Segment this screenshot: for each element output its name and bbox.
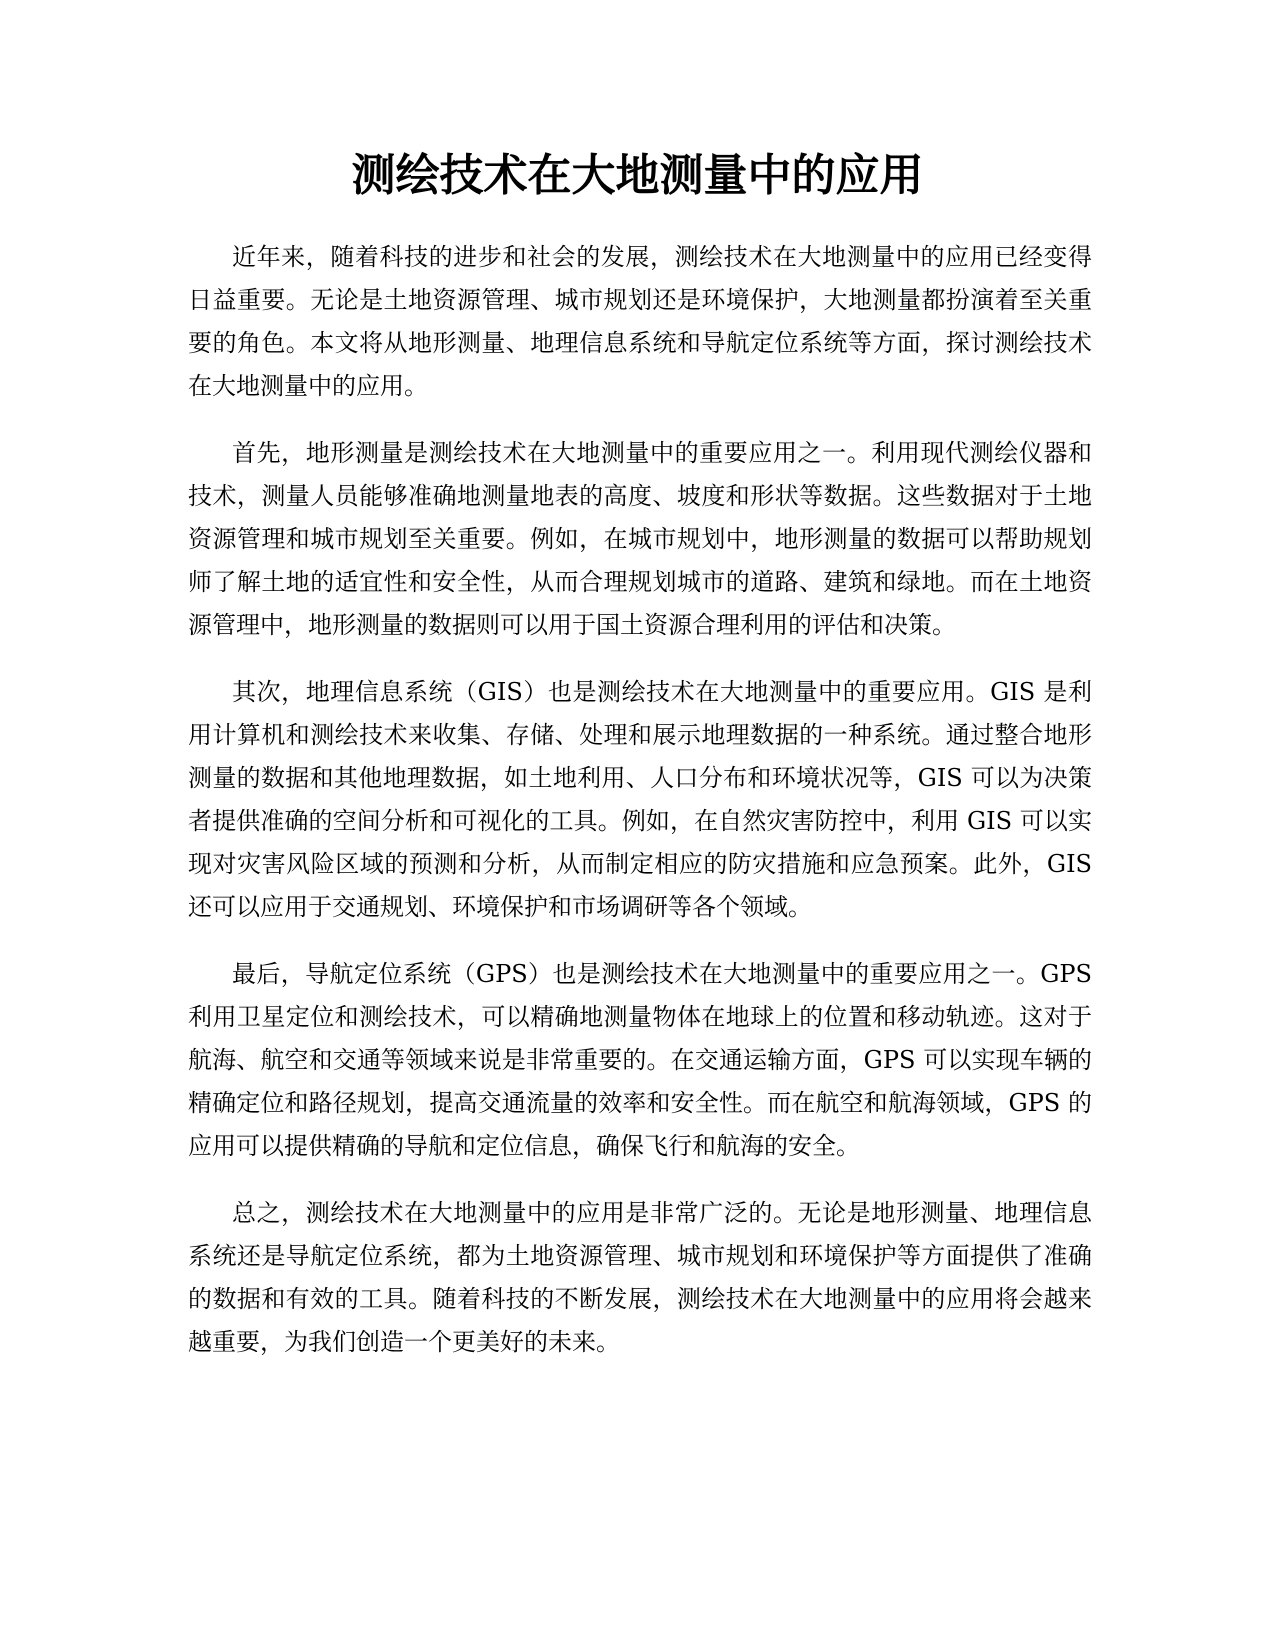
document-title: 测绘技术在大地测量中的应用	[351, 150, 924, 201]
paragraph-gps: 最后，导航定位系统（GPS）也是测绘技术在大地测量中的重要应用之一。GPS 利用卫星定位和测绘技术，可以精确地测量物体在地球上的位置和移动轨迹。这对于航海、航空和交通等领域来说是非常重要的。在交通运输方面，GPS 可以实现车辆的精确定位和路径规划，提高交通流量的效率和安全性。而在航空和航海领域，GPS 的应用可以提供精确的导航和定位信息，确保飞行和航海的安全。	[188, 960, 1092, 1160]
paragraph-conclusion: 总之，测绘技术在大地测量中的应用是非常广泛的。无论是地形测量、地理信息系统还是导航定位系统，都为土地资源管理、城市规划和环境保护等方面提供了准确的数据和有效的工具。随着科技的不断发展，测绘技术在大地测量中的应用将会越来越重要，为我们创造一个更美好的未来。	[188, 1199, 1092, 1356]
paragraph-gis: 其次，地理信息系统（GIS）也是测绘技术在大地测量中的重要应用。GIS 是利用计算机和测绘技术来收集、存储、处理和展示地理数据的一种系统。通过整合地形测量的数据和其他地理数据，如土地利用、人口分布和环境状况等，GIS 可以为决策者提供准确的空间分析和可视化的工具。例如，在自然灾害防控中，利用 GIS 可以实现对灾害风险区域的预测和分析，从而制定相应的防灾措施和应急预案。此外，GIS 还可以应用于交通规划、环境保护和市场调研等各个领域。	[188, 678, 1092, 921]
document-body	[188, 236, 1092, 1388]
paragraph-intro: 近年来，随着科技的进步和社会的发展，测绘技术在大地测量中的应用已经变得日益重要。无论是土地资源管理、城市规划还是环境保护，大地测量都扮演着至关重要的角色。本文将从地形测量、地理信息系统和导航定位系统等方面，探讨测绘技术在大地测量中的应用。	[188, 243, 1092, 400]
paragraph-terrain-survey: 首先，地形测量是测绘技术在大地测量中的重要应用之一。利用现代测绘仪器和技术，测量人员能够准确地测量地表的高度、坡度和形状等数据。这些数据对于土地资源管理和城市规划至关重要。例如，在城市规划中，地形测量的数据可以帮助规划师了解土地的适宜性和安全性，从而合理规划城市的道路、建筑和绿地。而在土地资源管理中，地形测量的数据则可以用于国土资源合理利用的评估和决策。	[188, 439, 1092, 639]
